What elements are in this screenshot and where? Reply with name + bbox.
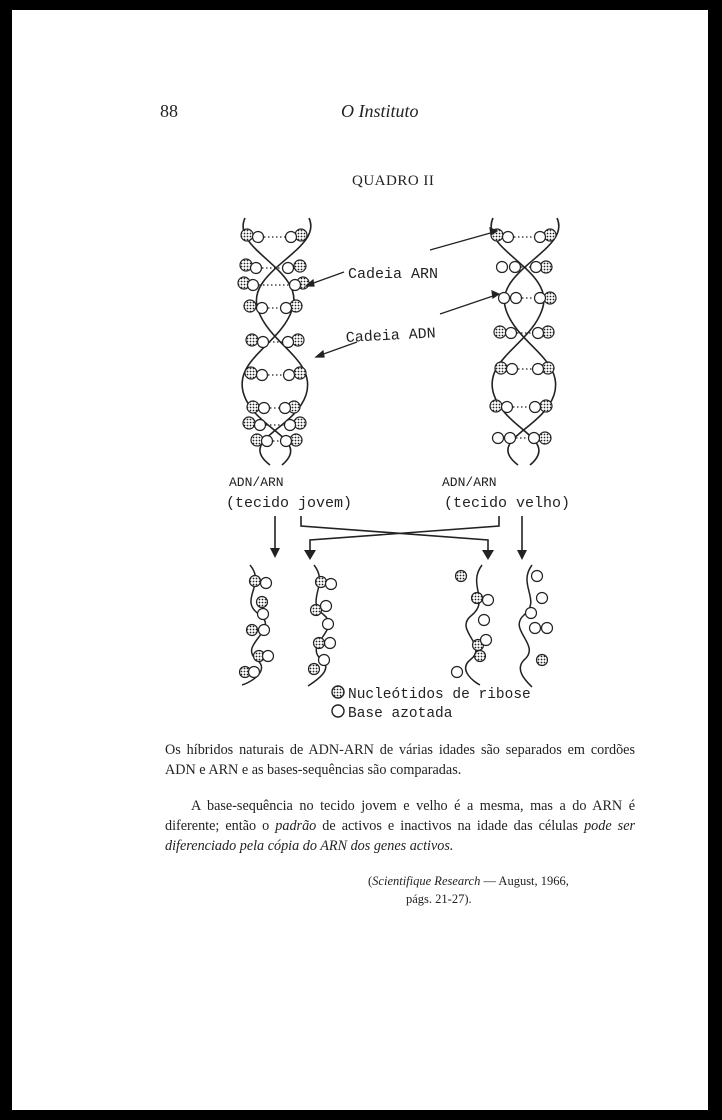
para2-middle: de activos e inactivos na idade das células [316, 818, 585, 834]
paragraph-2 [165, 796, 635, 856]
citation-pages: págs. 21-27). [406, 892, 472, 906]
right-double-helix [490, 218, 559, 465]
citation-journal: Scientifique Research [372, 874, 481, 888]
strand-nitrogen-bases [249, 571, 553, 678]
left-helix-label-line1: ADN/ARN [229, 475, 284, 490]
para2-italic-conclusion: pode ser diferenciado pela cópia do ARN dos genes activos. [165, 818, 636, 854]
para2-start: A base-sequência no tecido jovem e velho é a mesma, mas a do ARN é diferente; então o [165, 798, 635, 834]
page-number: 88 [160, 101, 178, 121]
right-helix-label-line1: ADN/ARN [442, 475, 497, 490]
right-helix-label-line2: (tecido velho) [444, 495, 571, 512]
document-page [12, 10, 708, 1110]
running-head: O Instituto [341, 101, 419, 121]
separated-strands [242, 565, 532, 687]
label-chain-dna: Cadeia ADN [345, 325, 437, 347]
paragraph-1: Os híbridos naturais de ADN-ARN de várias idades são separados em cordões ADN e ARN e as bases-sequências são comparadas. [165, 742, 635, 778]
dna-rna-hybrid-diagram [12, 10, 708, 1110]
citation-open: ( [368, 874, 373, 888]
separation-arrows [275, 516, 522, 553]
legend-base-symbol [332, 705, 344, 717]
citation [368, 872, 638, 908]
strand-ribose-nucleotides [240, 571, 548, 678]
left-helix-label-line2: (tecido jovem) [226, 495, 353, 512]
legend-ribose-text: Nucleótidos de ribose [348, 687, 531, 703]
para2-italic-padrao: padrão [275, 818, 317, 834]
label-chain-rna: Cadeia ARN [348, 266, 439, 283]
legend [332, 686, 531, 722]
left-double-helix [238, 218, 311, 465]
figure-title: QUADRO II [352, 173, 435, 189]
legend-base-text: Base azotada [348, 706, 453, 722]
legend-ribose-symbol [332, 686, 344, 698]
citation-date: — August, 1966, [480, 874, 569, 888]
